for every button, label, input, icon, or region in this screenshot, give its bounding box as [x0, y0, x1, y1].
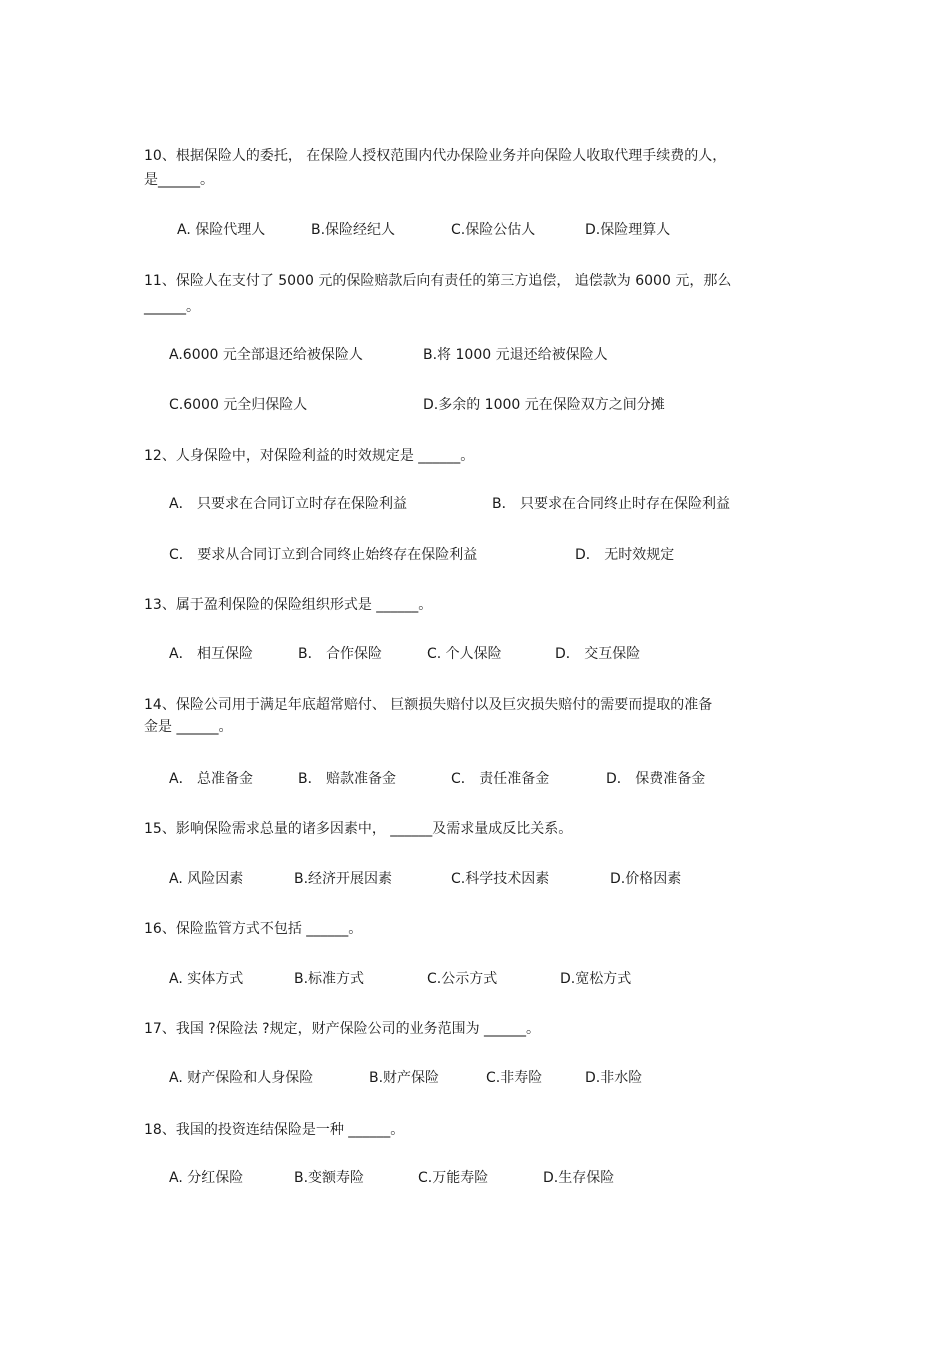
question-16-option-c: C.公示方式 — [427, 971, 498, 987]
question-17-line-1: 17、我国 ?保险法 ?规定，财产保险公司的业务范围为 ______。 — [144, 1021, 541, 1037]
question-10-option-b: B.保险经纪人 — [311, 222, 396, 238]
question-14-line-1: 14、保险公司用于满足年底超常赔付、 巨额损失赔付以及巨灾损失赔付的需要而提取的准备 — [144, 697, 713, 713]
question-16-line-1: 16、保险监管方式不包括 ______。 — [144, 921, 363, 937]
question-10-option-c: C.保险公估人 — [451, 222, 536, 238]
question-11-option-d: D.多余的 1000 元在保险双方之间分摊 — [423, 397, 665, 413]
question-15-line-1: 15、影响保险需求总量的诸多因素中， ______及需求量成反比关系。 — [144, 821, 573, 837]
question-14-line-2: 金是 ______。 — [144, 719, 233, 735]
question-12-option-a: A． 只要求在合同订立时存在保险利益 — [169, 496, 408, 512]
question-15-option-b: B.经济开展因素 — [294, 871, 393, 887]
question-10-line-2: 是______。 — [144, 172, 214, 188]
question-12-option-c: C． 要求从合同订立到合同终止始终存在保险利益 — [169, 547, 478, 563]
question-11-option-c: C.6000 元全归保险人 — [169, 397, 308, 413]
question-16-option-b: B.标准方式 — [294, 971, 365, 987]
question-17-option-c: C.非寿险 — [486, 1070, 543, 1086]
question-13-option-b: B． 合作保险 — [298, 646, 383, 662]
question-17-option-d: D.非水险 — [585, 1070, 643, 1086]
question-13-option-c: C. 个人保险 — [427, 646, 502, 662]
question-14-option-b: B． 赔款准备金 — [298, 771, 397, 787]
question-17-option-a: A. 财产保险和人身保险 — [169, 1070, 314, 1086]
question-13-option-d: D． 交互保险 — [555, 646, 641, 662]
question-18-option-b: B.变额寿险 — [294, 1170, 365, 1186]
question-14-option-c: C． 责任准备金 — [451, 771, 550, 787]
question-10-line-1: 10、根据保险人的委托， 在保险人授权范围内代办保险业务并向保险人收取代理手续费的人， — [144, 148, 727, 164]
question-11-line-1: 11、保险人在支付了 5000 元的保险赔款后向有责任的第三方追偿， 追偿款为 6000 元，那么 — [144, 273, 732, 289]
question-10-option-a: A. 保险代理人 — [177, 222, 266, 238]
question-12-option-d: D． 无时效规定 — [575, 547, 675, 563]
question-13-option-a: A． 相互保险 — [169, 646, 254, 662]
question-14-option-d: D． 保费准备金 — [606, 771, 706, 787]
question-13-line-1: 13、属于盈利保险的保险组织形式是 ______。 — [144, 597, 433, 613]
question-12-line-1: 12、人身保险中，对保险利益的时效规定是 ______。 — [144, 448, 475, 464]
question-11-option-b: B.将 1000 元退还给被保险人 — [423, 347, 608, 363]
question-12-option-b: B． 只要求在合同终止时存在保险利益 — [492, 496, 731, 512]
question-16-option-a: A. 实体方式 — [169, 971, 244, 987]
question-18-option-a: A. 分红保险 — [169, 1170, 244, 1186]
question-15-option-a: A. 风险因素 — [169, 871, 244, 887]
question-14-option-a: A． 总准备金 — [169, 771, 254, 787]
question-15-option-d: D.价格因素 — [610, 871, 682, 887]
question-10-option-d: D.保险理算人 — [585, 222, 671, 238]
question-11-option-a: A.6000 元全部退还给被保险人 — [169, 347, 363, 363]
question-15-option-c: C.科学技术因素 — [451, 871, 550, 887]
question-11-line-2: ______。 — [144, 299, 200, 315]
question-17-option-b: B.财产保险 — [369, 1070, 440, 1086]
question-18-option-c: C.万能寿险 — [418, 1170, 489, 1186]
question-18-line-1: 18、我国的投资连结保险是一种 ______。 — [144, 1122, 405, 1138]
question-18-option-d: D.生存保险 — [543, 1170, 615, 1186]
question-16-option-d: D.宽松方式 — [560, 971, 632, 987]
